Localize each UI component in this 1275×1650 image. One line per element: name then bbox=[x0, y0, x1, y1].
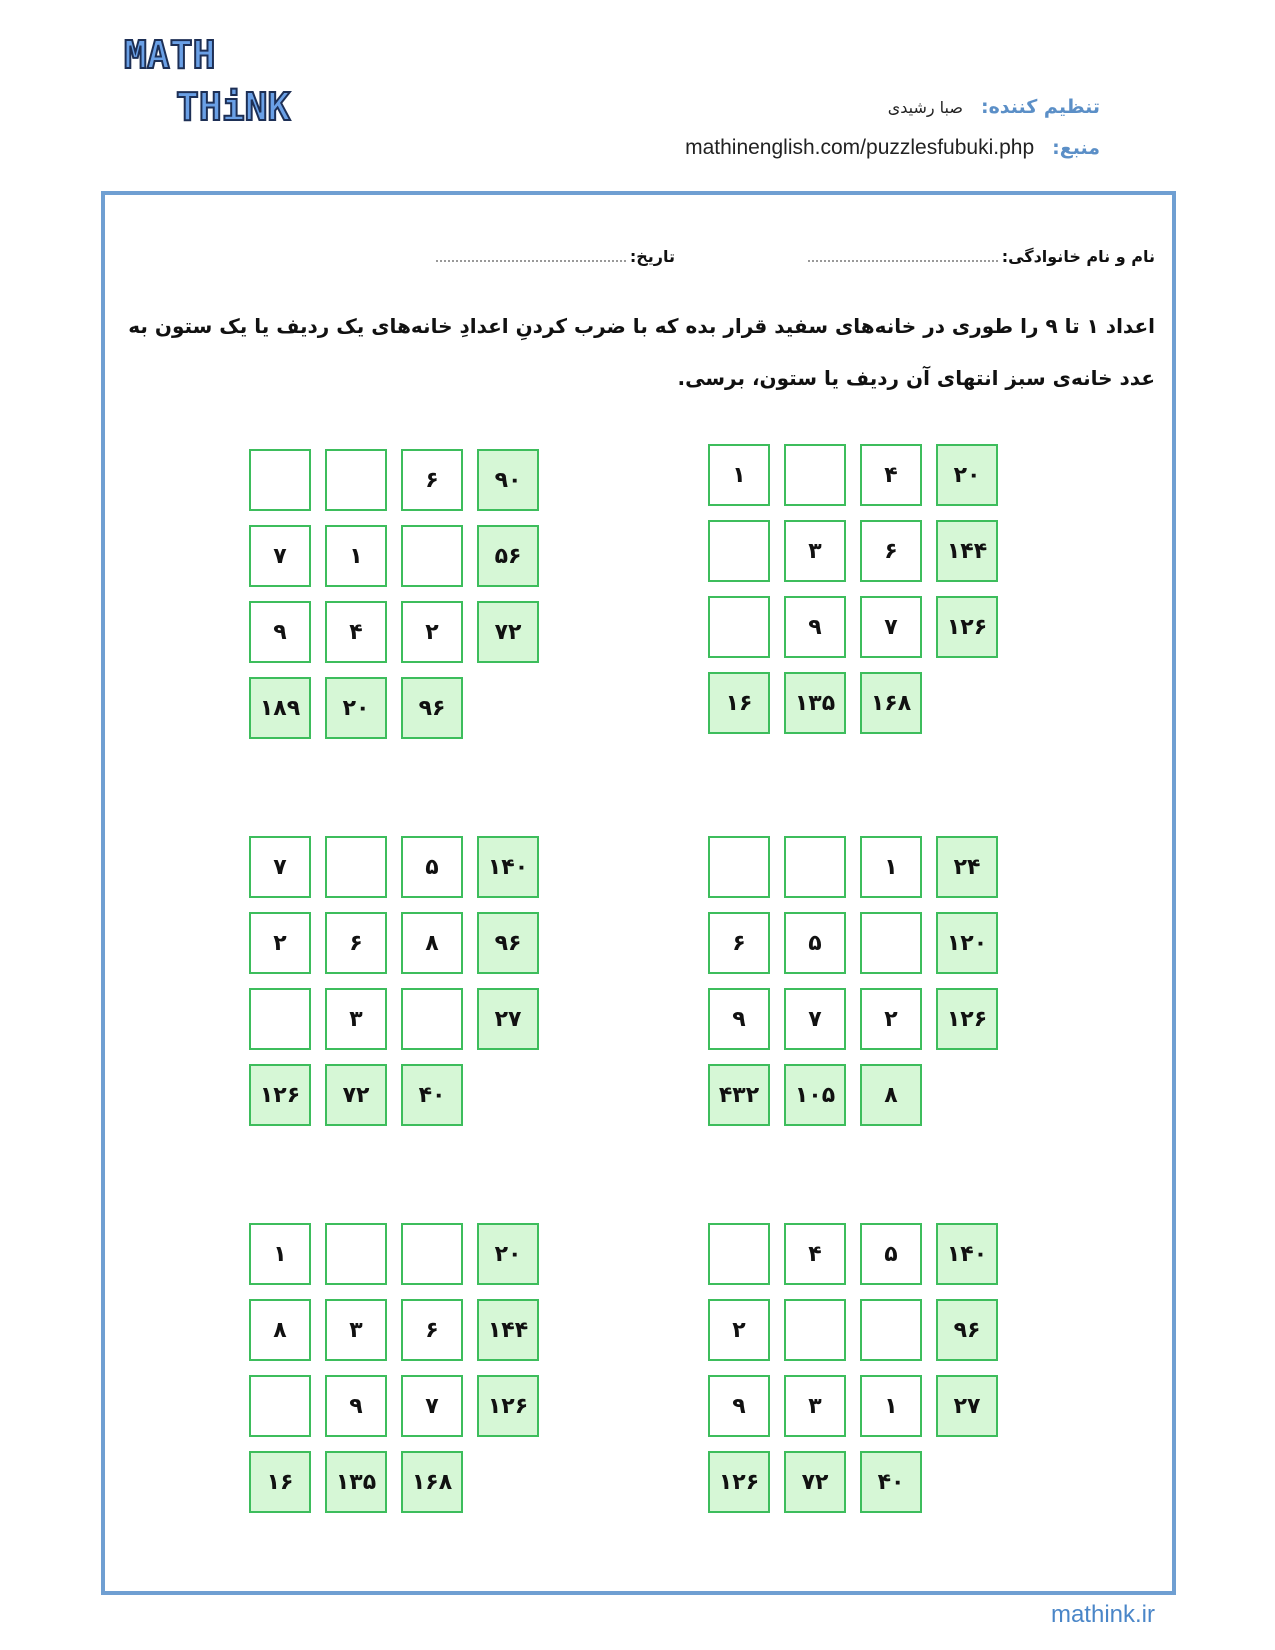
date-field bbox=[436, 247, 675, 266]
col-product-cell: ۴۳۲ bbox=[708, 1064, 770, 1126]
given-cell: ۶ bbox=[860, 520, 922, 582]
row-product-cell: ۲۷ bbox=[936, 1375, 998, 1437]
row-product-cell: ۲۰ bbox=[477, 1223, 539, 1285]
col-product-cell: ۸ bbox=[860, 1064, 922, 1126]
empty-cell[interactable] bbox=[325, 836, 387, 898]
row-product-cell: ۱۴۴ bbox=[936, 520, 998, 582]
given-cell: ۱ bbox=[708, 444, 770, 506]
given-cell: ۶ bbox=[325, 912, 387, 974]
row-product-cell: ۵۶ bbox=[477, 525, 539, 587]
col-product-cell: ۹۶ bbox=[401, 677, 463, 739]
given-cell: ۷ bbox=[249, 836, 311, 898]
empty-cell[interactable] bbox=[708, 520, 770, 582]
col-product-cell: ۱۳۵ bbox=[784, 672, 846, 734]
empty-cell[interactable] bbox=[708, 1223, 770, 1285]
empty-cell[interactable] bbox=[708, 596, 770, 658]
given-cell: ۳ bbox=[325, 1299, 387, 1361]
given-cell: ۵ bbox=[401, 836, 463, 898]
row-product-cell: ۲۴ bbox=[936, 836, 998, 898]
puzzle-4 bbox=[249, 836, 549, 1136]
col-product-cell: ۴۰ bbox=[401, 1064, 463, 1126]
given-cell: ۲ bbox=[249, 912, 311, 974]
row-product-cell: ۱۴۴ bbox=[477, 1299, 539, 1361]
given-cell: ۳ bbox=[325, 988, 387, 1050]
given-cell: ۹ bbox=[249, 601, 311, 663]
instructions-text: اعداد ۱ تا ۹ را طوری در خانه‌های سفید قرار بده که با ضرب کردنِ اعدادِ خانه‌های یک ردیف یا یک ستون به عدد خانه‌ی سبز انتهای آن ردیف یا ستون، برسی. bbox=[128, 314, 1155, 390]
puzzle-6 bbox=[249, 1223, 549, 1523]
given-cell: ۱ bbox=[325, 525, 387, 587]
given-cell: ۶ bbox=[708, 912, 770, 974]
row-product-cell: ۹۶ bbox=[936, 1299, 998, 1361]
given-cell: ۷ bbox=[860, 596, 922, 658]
col-product-cell: ۱۶ bbox=[249, 1451, 311, 1513]
empty-cell[interactable] bbox=[325, 449, 387, 511]
col-product-cell: ۴۰ bbox=[860, 1451, 922, 1513]
given-cell: ۶ bbox=[401, 449, 463, 511]
row-product-cell: ۹۰ bbox=[477, 449, 539, 511]
row-product-cell: ۱۴۰ bbox=[936, 1223, 998, 1285]
col-product-cell: ۱۲۶ bbox=[708, 1451, 770, 1513]
row-product-cell: ۲۷ bbox=[477, 988, 539, 1050]
given-cell: ۲ bbox=[860, 988, 922, 1050]
given-cell: ۸ bbox=[401, 912, 463, 974]
row-product-cell: ۲۰ bbox=[936, 444, 998, 506]
row-product-cell: ۱۲۶ bbox=[936, 596, 998, 658]
empty-cell[interactable] bbox=[325, 1223, 387, 1285]
given-cell: ۷ bbox=[784, 988, 846, 1050]
row-product-cell: ۷۲ bbox=[477, 601, 539, 663]
footer-link[interactable]: mathink.ir bbox=[1050, 1601, 1155, 1628]
mathink-logo bbox=[124, 34, 324, 129]
empty-cell[interactable] bbox=[784, 836, 846, 898]
given-cell: ۴ bbox=[860, 444, 922, 506]
col-product-cell: ۱۲۶ bbox=[249, 1064, 311, 1126]
date-label: تاریخ: bbox=[629, 247, 675, 266]
given-cell: ۸ bbox=[249, 1299, 311, 1361]
source-label: منبع: bbox=[1052, 137, 1100, 159]
given-cell: ۹ bbox=[784, 596, 846, 658]
col-product-cell: ۱۶۸ bbox=[401, 1451, 463, 1513]
source-url[interactable]: mathinenglish.com/puzzlesfubuki.php bbox=[685, 136, 1035, 159]
col-product-cell: ۷۲ bbox=[325, 1064, 387, 1126]
empty-cell[interactable] bbox=[401, 525, 463, 587]
logo-line1: MATH bbox=[124, 34, 216, 77]
puzzle-3 bbox=[708, 836, 1008, 1136]
empty-cell[interactable] bbox=[784, 444, 846, 506]
given-cell: ۱ bbox=[249, 1223, 311, 1285]
given-cell: ۱ bbox=[860, 1375, 922, 1437]
empty-cell[interactable] bbox=[860, 1299, 922, 1361]
given-cell: ۶ bbox=[401, 1299, 463, 1361]
given-cell: ۴ bbox=[784, 1223, 846, 1285]
row-product-cell: ۹۶ bbox=[477, 912, 539, 974]
row-product-cell: ۱۲۰ bbox=[936, 912, 998, 974]
col-product-cell: ۱۳۵ bbox=[325, 1451, 387, 1513]
given-cell: ۵ bbox=[784, 912, 846, 974]
date-blank-line[interactable] bbox=[436, 260, 626, 262]
author-row bbox=[888, 96, 1100, 118]
empty-cell[interactable] bbox=[784, 1299, 846, 1361]
empty-cell[interactable] bbox=[249, 988, 311, 1050]
col-product-cell: ۲۰ bbox=[325, 677, 387, 739]
author-value: صبا رشیدی bbox=[887, 98, 963, 117]
logo-graphic bbox=[124, 34, 324, 129]
empty-cell[interactable] bbox=[860, 912, 922, 974]
given-cell: ۱ bbox=[860, 836, 922, 898]
source-row bbox=[685, 136, 1100, 160]
name-blank-line[interactable] bbox=[808, 260, 998, 262]
puzzle-1 bbox=[708, 444, 1008, 744]
puzzle-2 bbox=[249, 449, 549, 749]
given-cell: ۵ bbox=[860, 1223, 922, 1285]
given-cell: ۷ bbox=[249, 525, 311, 587]
empty-cell[interactable] bbox=[249, 449, 311, 511]
author-label: تنظیم کننده: bbox=[980, 96, 1100, 118]
col-product-cell: ۱۶۸ bbox=[860, 672, 922, 734]
given-cell: ۷ bbox=[401, 1375, 463, 1437]
given-cell: ۲ bbox=[401, 601, 463, 663]
row-product-cell: ۱۲۶ bbox=[477, 1375, 539, 1437]
given-cell: ۹ bbox=[708, 988, 770, 1050]
name-field bbox=[808, 247, 1155, 266]
row-product-cell: ۱۲۶ bbox=[936, 988, 998, 1050]
empty-cell[interactable] bbox=[249, 1375, 311, 1437]
given-cell: ۹ bbox=[708, 1375, 770, 1437]
col-product-cell: ۱۸۹ bbox=[249, 677, 311, 739]
col-product-cell: ۷۲ bbox=[784, 1451, 846, 1513]
puzzle-5 bbox=[708, 1223, 1008, 1523]
empty-cell[interactable] bbox=[708, 836, 770, 898]
empty-cell[interactable] bbox=[401, 1223, 463, 1285]
row-product-cell: ۱۴۰ bbox=[477, 836, 539, 898]
name-label: نام و نام خانوادگی: bbox=[1001, 247, 1155, 266]
given-cell: ۲ bbox=[708, 1299, 770, 1361]
given-cell: ۳ bbox=[784, 1375, 846, 1437]
given-cell: ۳ bbox=[784, 520, 846, 582]
given-cell: ۹ bbox=[325, 1375, 387, 1437]
col-product-cell: ۱۰۵ bbox=[784, 1064, 846, 1126]
given-cell: ۴ bbox=[325, 601, 387, 663]
col-product-cell: ۱۶ bbox=[708, 672, 770, 734]
logo-line2: THiNK bbox=[176, 85, 291, 129]
empty-cell[interactable] bbox=[401, 988, 463, 1050]
